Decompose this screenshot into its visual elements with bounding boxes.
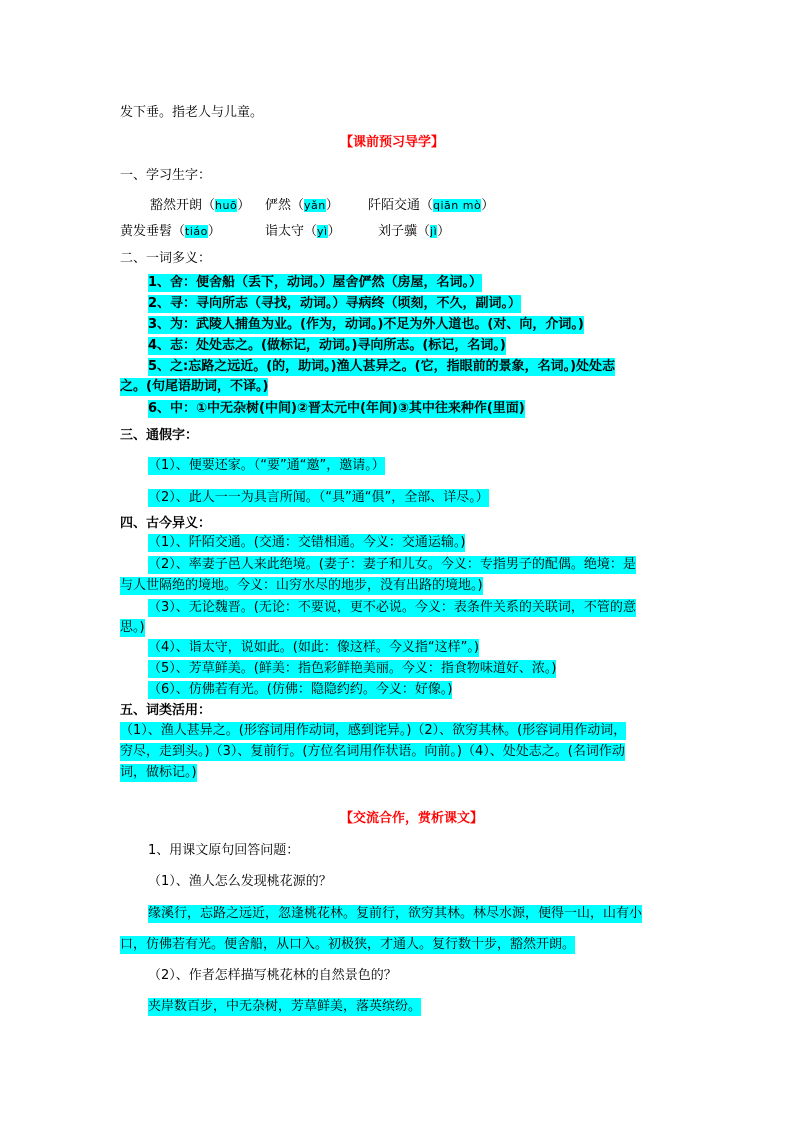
tongjia-heading: 三、通假字： — [120, 428, 199, 443]
question-2: （2）、作者怎样描写桃花林的自然景色的？ — [148, 968, 397, 983]
char-word: 刘子骥（ — [378, 224, 431, 239]
pinyin: jì — [430, 225, 438, 238]
char-word: 黄发垂髫（ — [120, 224, 186, 239]
gujin-item: （3）、无论魏晋。(无论：不要说，更不必说。今义：表条件关系的关联词，不管的意 — [148, 600, 636, 615]
cilei-line: 词，做标记。) — [120, 765, 197, 780]
polysemy-heading: 二、一词多义： — [120, 251, 212, 266]
answer-1-line-1: 缘溪行，忘路之远近，忽逢桃花林。复前行，欲穷其林。林尽水源，便得一山，山有小 — [148, 906, 643, 921]
gujin-item: （1）、阡陌交通。(交通：交错相通。今义：交通运输。) — [148, 535, 466, 550]
char-word: 诣太守（ — [265, 224, 318, 239]
learn-chars-heading: 一、学习生字： — [120, 168, 212, 183]
cilei-line: 穷尽，走到头。)（3）、复前行。(方位名词用作状语。向前。)（4）、处处志之。(名词作动 — [120, 744, 625, 759]
char-word: 俨然（ — [265, 198, 305, 213]
char-row-2b: 诣太守（yì） — [265, 224, 341, 239]
char-row-1b: 俨然（yǎn） — [265, 198, 339, 213]
char-row-2c: 刘子骥（jì） — [378, 224, 451, 239]
cilei-line: （1）、渔人甚异之。(形容词用作动词，感到诧异。)（2）、欲穷其林。(形容词用作动词， — [120, 723, 627, 738]
gujin-item: （6）、仿佛若有光。(仿佛：隐隐约约。今义：好像。) — [148, 682, 453, 697]
polysemy-item: 5、之:忘路之远近。(的，助词。)渔人甚异之。(它，指眼前的景象，名词。)处处志 — [148, 359, 616, 374]
char-word: 豁然开朗（ — [150, 198, 216, 213]
intro-line: 发下垂。指老人与儿童。 — [120, 105, 264, 120]
char-row-1: 豁然开朗（huō） — [150, 198, 251, 213]
pinyin: tiáo — [185, 225, 208, 238]
char-word: 阡陌交通（ — [368, 198, 434, 213]
pinyin: qiān mò — [433, 199, 482, 212]
gujin-item: 思。) — [120, 620, 145, 635]
section-title-cooperation: 【交流合作，赏析课文】 — [340, 811, 484, 826]
polysemy-item: 6、中：①中无杂树(中间)②晋太元中(年间)③其中往来种作(里面) — [148, 401, 525, 416]
polysemy-item: 1、舍：便舍船（丢下，动词。）屋舍俨然（房屋，名词。） — [148, 275, 483, 290]
gujin-item: （4）、诣太守，说如此。(如此：像这样。今义指“这样”。) — [148, 640, 479, 655]
pinyin: yì — [317, 225, 328, 238]
pinyin: yǎn — [304, 199, 326, 212]
polysemy-item: 3、为：武陵人捕鱼为业。(作为，动词。)不足为外人道也。(对、向，介词。) — [148, 317, 584, 332]
polysemy-item: 2、寻：寻向所志（寻找，动词。）寻病终（顷刻，不久，副词。） — [148, 296, 522, 311]
gujin-item: （5）、芳草鲜美。(鲜美：指色彩鲜艳美丽。今义：指食物味道好、浓。) — [148, 661, 557, 676]
polysemy-item: 4、志：处处志之。(做标记，动词。)寻向所志。(标记，名词。) — [148, 338, 506, 353]
gujin-heading: 四、古今异义： — [120, 516, 212, 531]
polysemy-item: 之。(句尾语助词，不译。) — [120, 379, 269, 394]
gujin-item: 与人世隔绝的境地。今义：山穷水尽的地步，没有出路的境地。) — [120, 578, 483, 593]
gujin-item: （2）、率妻子邑人来此绝境。(妻子：妻子和儿女。今义：专指男子的配偶。绝境：是 — [148, 557, 636, 572]
pinyin: huō — [215, 199, 238, 212]
tongjia-item: （2）、此人一一为具言所闻。（“具”通“俱”，全部、详尽。） — [148, 490, 489, 505]
answer-2: 夹岸数百步，中无杂树，芳草鲜美，落英缤纷。 — [148, 999, 422, 1014]
tongjia-item: （1）、便要还家。（“要”通“邀”，邀请。） — [148, 458, 385, 473]
cilei-heading: 五、词类活用： — [120, 703, 212, 718]
answer-1-line-2: 口，仿佛若有光。便舍船，从口入。初极狭，才通人。复行数十步，豁然开朗。 — [120, 937, 576, 952]
char-row-1c: 阡陌交通（qiān mò） — [368, 198, 495, 213]
question-1: （1）、渔人怎么发现桃花源的？ — [148, 874, 332, 889]
question-intro: 1、用课文原句回答问题： — [148, 843, 300, 858]
section-title-preview: 【课前预习导学】 — [340, 135, 445, 150]
char-row-2: 黄发垂髫（tiáo） — [120, 224, 221, 239]
